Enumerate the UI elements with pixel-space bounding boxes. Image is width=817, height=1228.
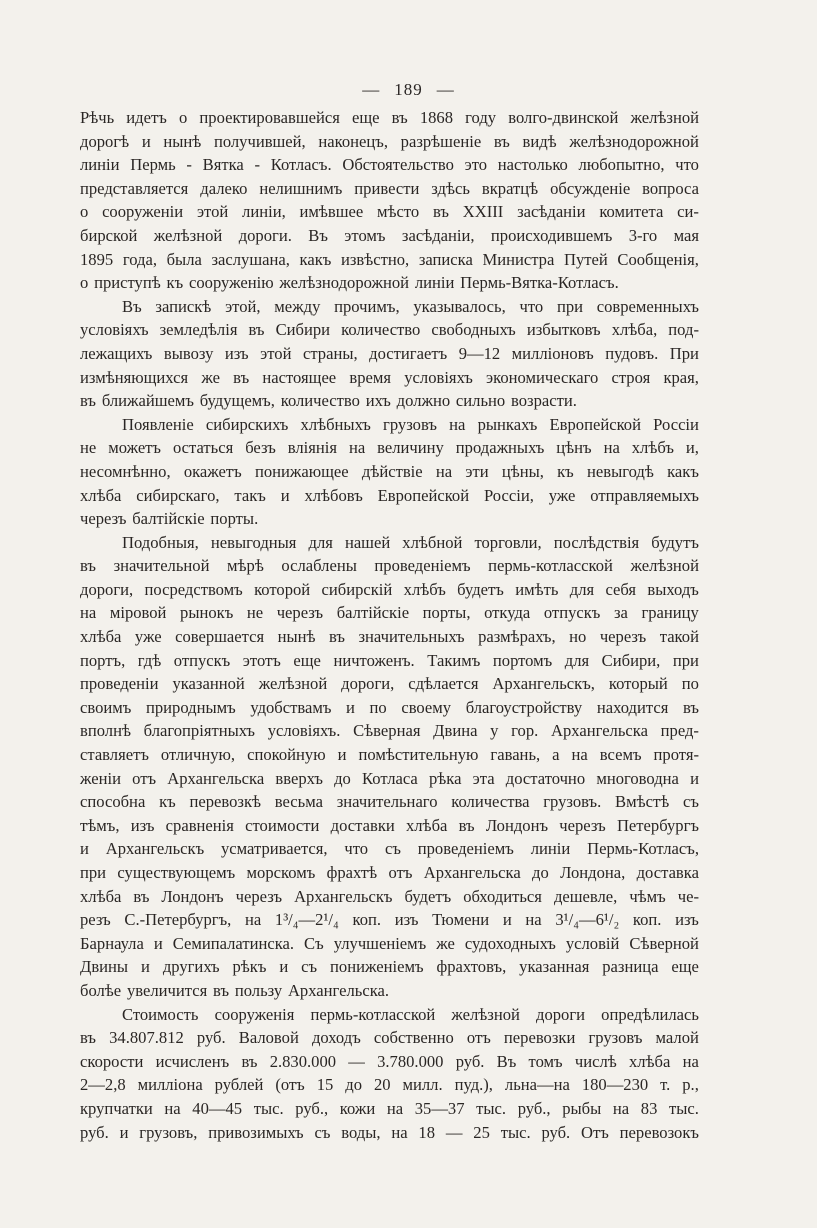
text-line: на міровой рынокъ не черезъ балтійскіе порты, откуда отпускъ за границу bbox=[80, 603, 699, 623]
text-line: Въ запискѣ этой, между прочимъ, указывалось, что при современныхъ bbox=[122, 296, 699, 316]
paragraph bbox=[80, 1003, 699, 1145]
paragraph bbox=[80, 106, 699, 295]
paragraph bbox=[80, 295, 699, 413]
text-line: 2—2,8 милліона рублей (отъ 15 до 20 милл. пуд.), льна—на 180—230 т. р., bbox=[80, 1075, 699, 1095]
text-line: хлѣба сибирскаго, такъ и хлѣбовъ Европейской Россіи, уже отправляемыхъ bbox=[80, 485, 699, 505]
text-line: условіяхъ земледѣлія въ Сибири количество свободныхъ избытковъ хлѣба, под- bbox=[80, 320, 699, 340]
text-line: въ ближайшемъ будущемъ, количество ихъ должно сильно возрасти. bbox=[80, 391, 577, 411]
text-line: Двины и другихъ рѣкъ и съ пониженіемъ фрахтовъ, указанная разница еще bbox=[80, 957, 699, 977]
text-line: вполнѣ благопріятныхъ условіяхъ. Сѣверная Двина у гор. Архангельска пред- bbox=[80, 721, 699, 741]
text-line: болѣе увеличится въ пользу Архангельска. bbox=[80, 980, 390, 1000]
text-line: не можетъ остаться безъ вліянія на величину продажныхъ цѣнъ на хлѣбъ и, bbox=[80, 438, 699, 458]
text-column bbox=[80, 106, 699, 1144]
text-line: черезъ балтійскіе порты. bbox=[80, 509, 259, 529]
text-line: Рѣчь идетъ о проектировавшейся еще въ 1868 году волго-двинской желѣзной bbox=[80, 108, 699, 127]
page-number-dash-left: — bbox=[362, 80, 381, 99]
page-number bbox=[0, 80, 817, 100]
text-line: и Архангельскъ усматривается, что съ проведеніемъ линіи Пермь-Котласъ, bbox=[80, 839, 699, 859]
text-line: хлѣба уже совершается нынѣ въ значительныхъ размѣрахъ, но черезъ такой bbox=[80, 627, 699, 647]
text-line: руб. и грузовъ, привозимыхъ съ воды, на 18 — 25 тыс. руб. Отъ перевозокъ bbox=[80, 1122, 699, 1142]
page-number-dash-right: — bbox=[436, 80, 455, 99]
text-line: проведеніи указанной желѣзной дороги, сдѣлается Архангельскъ, который по bbox=[80, 674, 699, 694]
text-line: Подобныя, невыгодныя для нашей хлѣбной торговли, послѣдствія будутъ bbox=[122, 532, 699, 552]
text-line: въ 34.807.812 руб. Валовой доходъ собственно отъ перевозки грузовъ малой bbox=[80, 1028, 699, 1048]
text-line: способна къ перевозкѣ весьма значительнаго количества грузовъ. Вмѣстѣ съ bbox=[80, 792, 699, 812]
text-line: 1895 года, была заслушана, какъ извѣстно, записка Министра Путей Сообщенія, bbox=[80, 249, 699, 269]
text-line: крупчатки на 40—45 тыс. руб., кожи на 35—37 тыс. руб., рыбы на 83 тыс. bbox=[80, 1098, 699, 1118]
text-line: женіи отъ Архангельска вверхъ до Котласа рѣка эта достаточно многоводна и bbox=[80, 768, 699, 788]
text-line: тѣмъ, изъ сравненія стоимости доставки хлѣба въ Лондонъ черезъ Петербургъ bbox=[80, 815, 699, 835]
text-line: о приступѣ къ сооруженію желѣзнодорожной линіи Пермь-Вятка-Котласъ. bbox=[80, 273, 619, 293]
text-line: дороги, посредствомъ которой сибирскій хлѣбъ будетъ имѣть для себя выходъ bbox=[80, 579, 699, 599]
text-line: дорогѣ и нынѣ получившей, наконецъ, разрѣшеніе въ видѣ желѣзнодорожной bbox=[80, 131, 699, 151]
page-number-value: 189 bbox=[394, 80, 423, 99]
text-line: при существующемъ морскомъ фрахтѣ отъ Архангельска до Лондона, доставка bbox=[80, 863, 699, 882]
text-line: Барнаула и Семипалатинска. Съ улучшеніемъ же судоходныхъ условій Сѣверной bbox=[80, 933, 699, 953]
text-line: Появленіе сибирскихъ хлѣбныхъ грузовъ на рынкахъ Европейской Россіи bbox=[122, 414, 699, 434]
text-line: линіи Пермь - Вятка - Котласъ. Обстоятельство это настолько любопытно, что bbox=[80, 155, 699, 175]
paragraph bbox=[80, 413, 699, 531]
text-line: лежащихъ вывозу изъ этой страны, достигаетъ 9—12 милліоновъ пудовъ. При bbox=[80, 343, 699, 363]
text-line: бирской желѣзной дороги. Въ этомъ засѣданіи, происходившемъ 3-го мая bbox=[80, 225, 699, 245]
text-line: несомнѣнно, окажетъ понижающее дѣйствіе на эти цѣны, къ невыгодѣ какъ bbox=[80, 461, 699, 481]
text-line: о сооруженіи этой линіи, имѣвшее мѣсто въ XXIII засѣданіи комитета си- bbox=[80, 202, 699, 222]
text-line: ставляетъ отличную, спокойную и помѣстительную гавань, а на всемъ протя- bbox=[80, 745, 699, 765]
text-line: измѣняющихся же въ настоящее время условіяхъ экономическаго строя края, bbox=[80, 367, 699, 387]
text-line: представляется далеко нелишнимъ привести здѣсь вкратцѣ обсужденіе вопроса bbox=[80, 178, 699, 198]
text-line: скорости исчисленъ въ 2.830.000 — 3.780.000 руб. Въ томъ числѣ хлѣба на bbox=[80, 1051, 699, 1071]
text-line: портъ, гдѣ отпускъ этотъ еще ничтоженъ. Такимъ портомъ для Сибири, при bbox=[80, 650, 699, 670]
text-line: въ значительной мѣрѣ ослаблены проведеніемъ пермь-котласской желѣзной bbox=[80, 556, 699, 576]
paragraph bbox=[80, 531, 699, 1003]
text-line: своимъ природнымъ удобствамъ и по своему благоустройству находится въ bbox=[80, 697, 699, 717]
text-line: хлѣба въ Лондонъ черезъ Архангельскъ будетъ обходиться дешевле, чѣмъ че- bbox=[80, 886, 699, 906]
text-line: резъ С.-Петербургъ, на 1³/₄—2¹/₄ коп. изъ Тюмени и на 3¹/₄—6¹/₂ коп. изъ bbox=[80, 910, 699, 930]
text-line: Стоимость сооруженія пермь-котласской желѣзной дороги опредѣлилась bbox=[122, 1004, 699, 1024]
